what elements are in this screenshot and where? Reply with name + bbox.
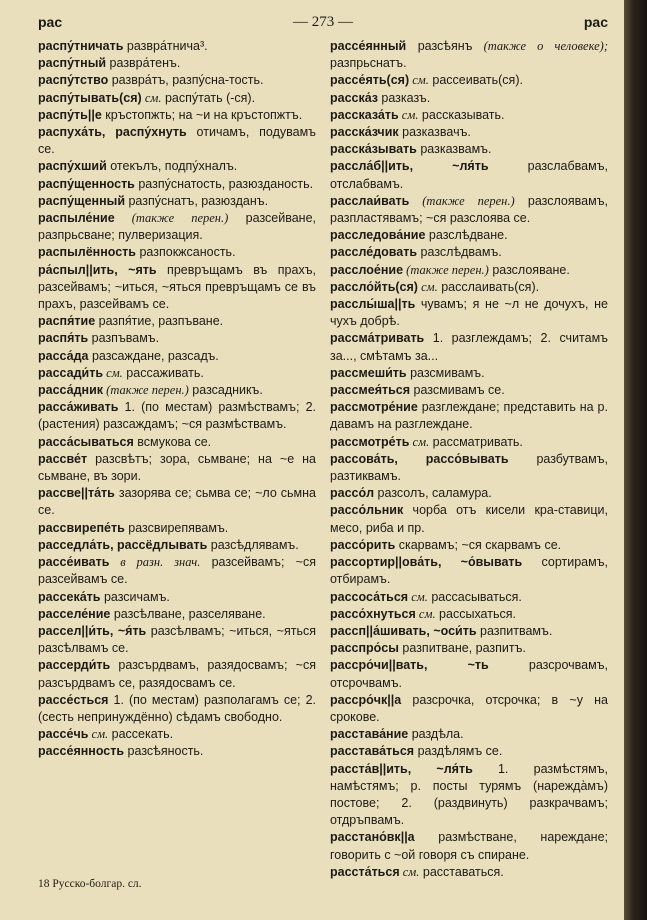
translation: рассказывать. [418,107,505,122]
headword: распылённость [38,245,136,260]
headword: рассвирепе́ть [38,520,125,535]
dictionary-entry [38,72,316,89]
translation: развра́тъ, разпу́сна-тость. [108,73,264,88]
dictionary-entry [38,330,316,347]
headword: рассро́чк||а [330,692,402,707]
dictionary-entry [330,107,608,124]
translation: рассекать. [108,727,174,742]
headword: распя́тие [38,314,96,329]
translation: чувамъ; я не ~л не дочухъ, не чухъ добрѣ. [330,297,608,329]
headword: рассказа́ть [330,107,399,122]
translation: раздѣла. [408,727,464,742]
dictionary-entry [38,38,316,55]
usage-note: (также перен.) [409,193,515,208]
headword: рассоса́ться [330,589,409,604]
dictionary-entry [38,451,316,485]
usage-note: см. [103,365,123,380]
usage-note: см. [141,90,162,105]
dictionary-entry [38,176,316,193]
headword: распу́хший [38,159,107,174]
translation: разглеждане; представить на р. давамъ на разглеждане. [330,400,608,432]
dictionary-entry [38,623,316,657]
usage-note: см. [409,434,430,449]
dictionary-entry [38,55,316,72]
headword: рассмеши́ть [330,365,407,380]
headword: расстава́ться [330,744,415,759]
headword: расска́зчик [330,125,399,140]
translation: разсейване, разпрьсване; пулверизация. [38,211,316,243]
dictionary-entry [330,554,608,588]
dictionary-entry [330,726,608,743]
translation: развра́тенъ. [106,56,181,71]
headword: рассел||и́ть, ~я́ть [38,623,147,638]
translation: рассасываться. [427,589,522,604]
headword: расслаи́вать [330,193,410,208]
translation: рассеивать(ся). [428,73,523,88]
dictionary-entry [330,829,608,863]
usage-note: см. [408,589,428,604]
headword: рассве́т [38,451,88,466]
dictionary-entry [330,640,608,657]
headword: расследова́ние [330,228,426,243]
translation: разсвѣтъ; зора, сьмване; на ~е на сьмване, въ зори. [38,451,316,484]
translation: разказвамъ. [416,142,492,157]
translation: разсмивамъ се. [410,383,505,398]
dictionary-entry [330,623,608,640]
translation: разказвачъ. [398,125,471,140]
dictionary-entry [38,382,316,399]
translation: разсмивамъ. [406,365,485,380]
headword: расса́живать [38,400,119,415]
dictionary-entry [38,726,316,743]
translation: отичамъ, подувамъ се. [38,125,316,157]
headword: рассе́чь [38,727,89,742]
headword: расседла́ть, рассёдлывать [38,537,208,552]
translation: разсѣлване, разселяване. [110,606,266,621]
translation: разслояване. [488,262,570,277]
dictionary-entry [330,485,608,502]
translation: разсвирепявамъ. [124,520,229,535]
usage-note: (также перен.) [103,383,189,398]
headword: рассве||та́ть [38,486,115,501]
dictionary-entry [38,606,316,623]
headword: рассе́ять(ся) [330,73,410,88]
dictionary-entry [330,193,608,227]
dictionary-entry [330,606,608,623]
dictionary-entry [330,244,608,261]
headword: рассмея́ться [330,383,411,398]
headword: рассла́б||ить, ~ля́ть [330,159,489,174]
translation: разслоявамъ, разпластявамъ; ~ся разслоява се. [330,193,608,226]
translation: разсѣяность. [124,744,204,759]
translation: разпитвамъ. [476,623,553,638]
translation: распу́тать (-ся). [161,90,256,105]
headword: распу́щенность [38,176,135,191]
translation: разсадникъ. [188,383,263,398]
dictionary-entry [38,485,316,519]
left-column [38,38,316,881]
headword: распу́тный [38,56,107,71]
dictionary-entry [330,537,608,554]
right-column [330,38,608,881]
dictionary-entry [38,692,316,726]
translation: разпя́тие, разпъване. [95,314,224,329]
headword: расселе́ние [38,606,111,621]
headword: распу́щенный [38,193,125,208]
translation: разслѣдвамъ. [417,245,502,260]
translation: разпу́снатость, разюзданость. [134,176,314,191]
headword: рассма́тривать [330,331,425,346]
usage-note: см. [399,864,420,879]
dictionary-entry [330,589,608,606]
translation: разсейвамъ; ~ся разсейвамъ се. [38,555,316,587]
translation: разсолъ, саламура. [374,486,492,501]
headword: расслы́ша||ть [330,297,416,312]
usage-note: см. [88,727,109,742]
dictionary-entry [38,193,316,210]
translation: 1. (по местам) размѣствамъ; 2. (растения) разсаждамъ; ~ся размѣствамъ. [38,400,316,432]
translation: разсрочка, отсрочка; в ~у на срокове. [330,692,608,724]
translation: раздѣлямъ се. [414,744,503,759]
dictionary-entry [38,434,316,451]
header-right-guide: рас [583,14,608,30]
dictionary-entry [330,90,608,107]
translation: 1. (по местам) разполагамъ се; 2. (сесть непринуждённо) сѣдамъ свободно. [38,692,316,724]
dictionary-entry [330,365,608,382]
dictionary-entry [38,657,316,691]
dictionary-entry [330,434,608,451]
usage-note: в разн. знач. [109,555,201,570]
headword: расстано́вк||а [330,830,415,845]
headword: распыле́ние [38,211,115,226]
headword: расста́в||ить, ~ля́ть [330,761,473,776]
page-footer: 18 Русско-болгар. сл. [38,878,142,890]
headword: рассо́льник [330,503,404,518]
headword: ра́спыл||ить, ~ять [38,262,157,277]
translation: расслаивать(ся). [437,279,540,294]
headword: рассмотре́ние [330,400,418,415]
translation: кръстопжть; на ~и на кръстопжтъ. [101,107,303,122]
dictionary-entry [330,864,608,881]
headword: рассп||а́шивать, ~оси́ть [330,623,477,638]
translation: скарвамъ; ~ся скарвамъ се. [395,537,562,552]
headword: рассле́довать [330,245,418,260]
headword: расста́ться [330,864,400,879]
headword: расска́з [330,90,378,105]
headword: рассе́янность [38,744,125,759]
translation: 1. разглеждамъ; 2. считамъ за..., смѣтамъ за... [330,331,608,363]
dictionary-entry [330,158,608,192]
dictionary-entry [38,158,316,175]
book-edge [624,0,647,920]
dictionary-entry [38,210,316,244]
translation: размѣстване, нареждане; говорить с ~ой говоря съ спиране. [330,830,608,862]
dictionary-entry [330,692,608,726]
headword: рассади́ть [38,365,104,380]
headword: рассортир||ова́ть, ~о́вывать [330,555,523,570]
translation: разпъвамъ. [88,331,160,346]
translation: разсѣянъ [406,39,473,53]
headword: рассерди́ть [38,658,111,673]
headword: рассова́ть, рассо́вывать [330,451,509,466]
dictionary-entry [38,537,316,554]
dictionary-entry [330,227,608,244]
dictionary-entry [330,279,608,296]
translation-continued: разпрьснатъ. [330,56,407,71]
dictionary-entry [330,399,608,433]
headword: рассе́ивать [38,555,110,570]
dictionary-entry [330,451,608,485]
translation: разслѣдване. [425,228,508,243]
dictionary-entry [38,313,316,330]
page-number: — 273 — [293,14,353,30]
headword: распу́ть||е [38,107,102,122]
dictionary-entry [38,399,316,433]
translation: чорба отъ кисели кра-ставици, месо, риба и пр. [330,503,608,535]
headword: распуха́ть, распу́хнуть [38,125,187,140]
translation: разказъ. [377,90,431,105]
translation: рассыхаться. [435,606,516,621]
dictionary-entry [330,141,608,158]
headword: расска́зывать [330,142,417,157]
dictionary-entry [38,348,316,365]
dictionary-entry [38,554,316,588]
usage-note: см. [415,606,436,621]
dictionary-entry [330,262,608,279]
headword: рассо́хнуться [330,606,416,621]
headword: расса́дник [38,383,104,398]
dictionary-entry [38,90,316,107]
headword: распу́тничать [38,39,124,53]
dictionary-entry [38,262,316,314]
dictionary-entry [330,382,608,399]
dictionary-entry [330,330,608,364]
translation: всмукова се. [133,434,212,449]
headword: расслое́ние [330,262,404,277]
translation: развра́тнича³. [123,39,208,53]
translation: рассматривать. [429,434,523,449]
dictionary-entry [38,124,316,158]
usage-note: (также о человеке); [472,39,608,53]
headword: рассо́рить [330,537,396,552]
dictionary-entry [38,244,316,261]
headword: распя́ть [38,331,89,346]
translation: расставаться. [419,864,504,879]
translation: разпу́снатъ, разюзданъ. [125,193,269,208]
headword: расспро́сы [330,641,399,656]
translation: разпитване, разпитъ. [398,641,526,656]
translation: разпокжсаность. [136,245,236,260]
dictionary-entry [38,365,316,382]
dictionary-entry [330,743,608,760]
translation: разсаждане, разсадъ. [88,348,219,363]
translation: разсърдвамъ, разядосвамъ; ~ся разсърдвамъ се, разядосвамъ се. [38,658,316,690]
translation: разсѣдлявамъ. [207,537,299,552]
dictionary-entry [38,589,316,606]
dictionary-entry [330,502,608,536]
headword: распу́тывать(ся) [38,90,142,105]
usage-note: см. [398,107,419,122]
headword: расса́сываться [38,434,134,449]
headword: рассе́сться [38,692,109,707]
headword: рассека́ть [38,589,101,604]
dictionary-entry [38,520,316,537]
dictionary-entry [330,124,608,141]
dictionary-entry [330,657,608,691]
translation: разбутвамъ, разтиквамъ. [330,451,608,484]
headword: рассло́йть(ся) [330,279,418,294]
headword: рассро́чи||вать, ~ть [330,658,489,673]
translation: разсѣлвамъ; ~иться, ~яться разсѣлвамъ се. [38,623,316,656]
headword: распу́тство [38,73,109,88]
dictionary-entry [38,107,316,124]
usage-note: (также перен.) [114,211,229,226]
header-left-guide: рас [38,14,63,30]
dictionary-entry [38,743,316,760]
headword: расса́да [38,348,89,363]
translation: рассаживать. [122,365,204,380]
dictionary-entry [330,296,608,330]
dictionary-entry [330,761,608,830]
headword: расстава́ние [330,727,409,742]
translation: зазорява се; сьмва се; ~ло сьмна се. [38,486,316,518]
headword: рассо́л [330,486,375,501]
translation: разсичамъ. [100,589,170,604]
dictionary-entry [330,72,608,89]
translation: сортирамъ, отбирамъ. [330,555,609,587]
translation: превръщамъ въ прахъ, разсейвамъ; ~иться, ~яться превръщамъ се въ прахъ, разсейвамъ се. [38,262,316,312]
page-header [38,14,608,38]
usage-note: см. [409,73,429,88]
translation: отекълъ, подпу́хналъ. [106,159,238,174]
headword: рассмотре́ть [330,434,410,449]
translation: разслабвамъ, отслабвамъ. [330,159,608,191]
headword: рассе́янный [330,39,407,53]
translation: разсрочвамъ, отсрочвамъ. [330,658,608,690]
usage-note: см. [417,279,438,294]
dictionary-entry [330,38,608,72]
translation: 1. размѣстямъ, намѣстямъ; р. посты турямъ (нарежда̀мъ) постове; 2. (раздвинуть) разкрачвамъ; отдръпвамъ. [330,761,608,828]
usage-note: (также перен.) [403,262,489,277]
